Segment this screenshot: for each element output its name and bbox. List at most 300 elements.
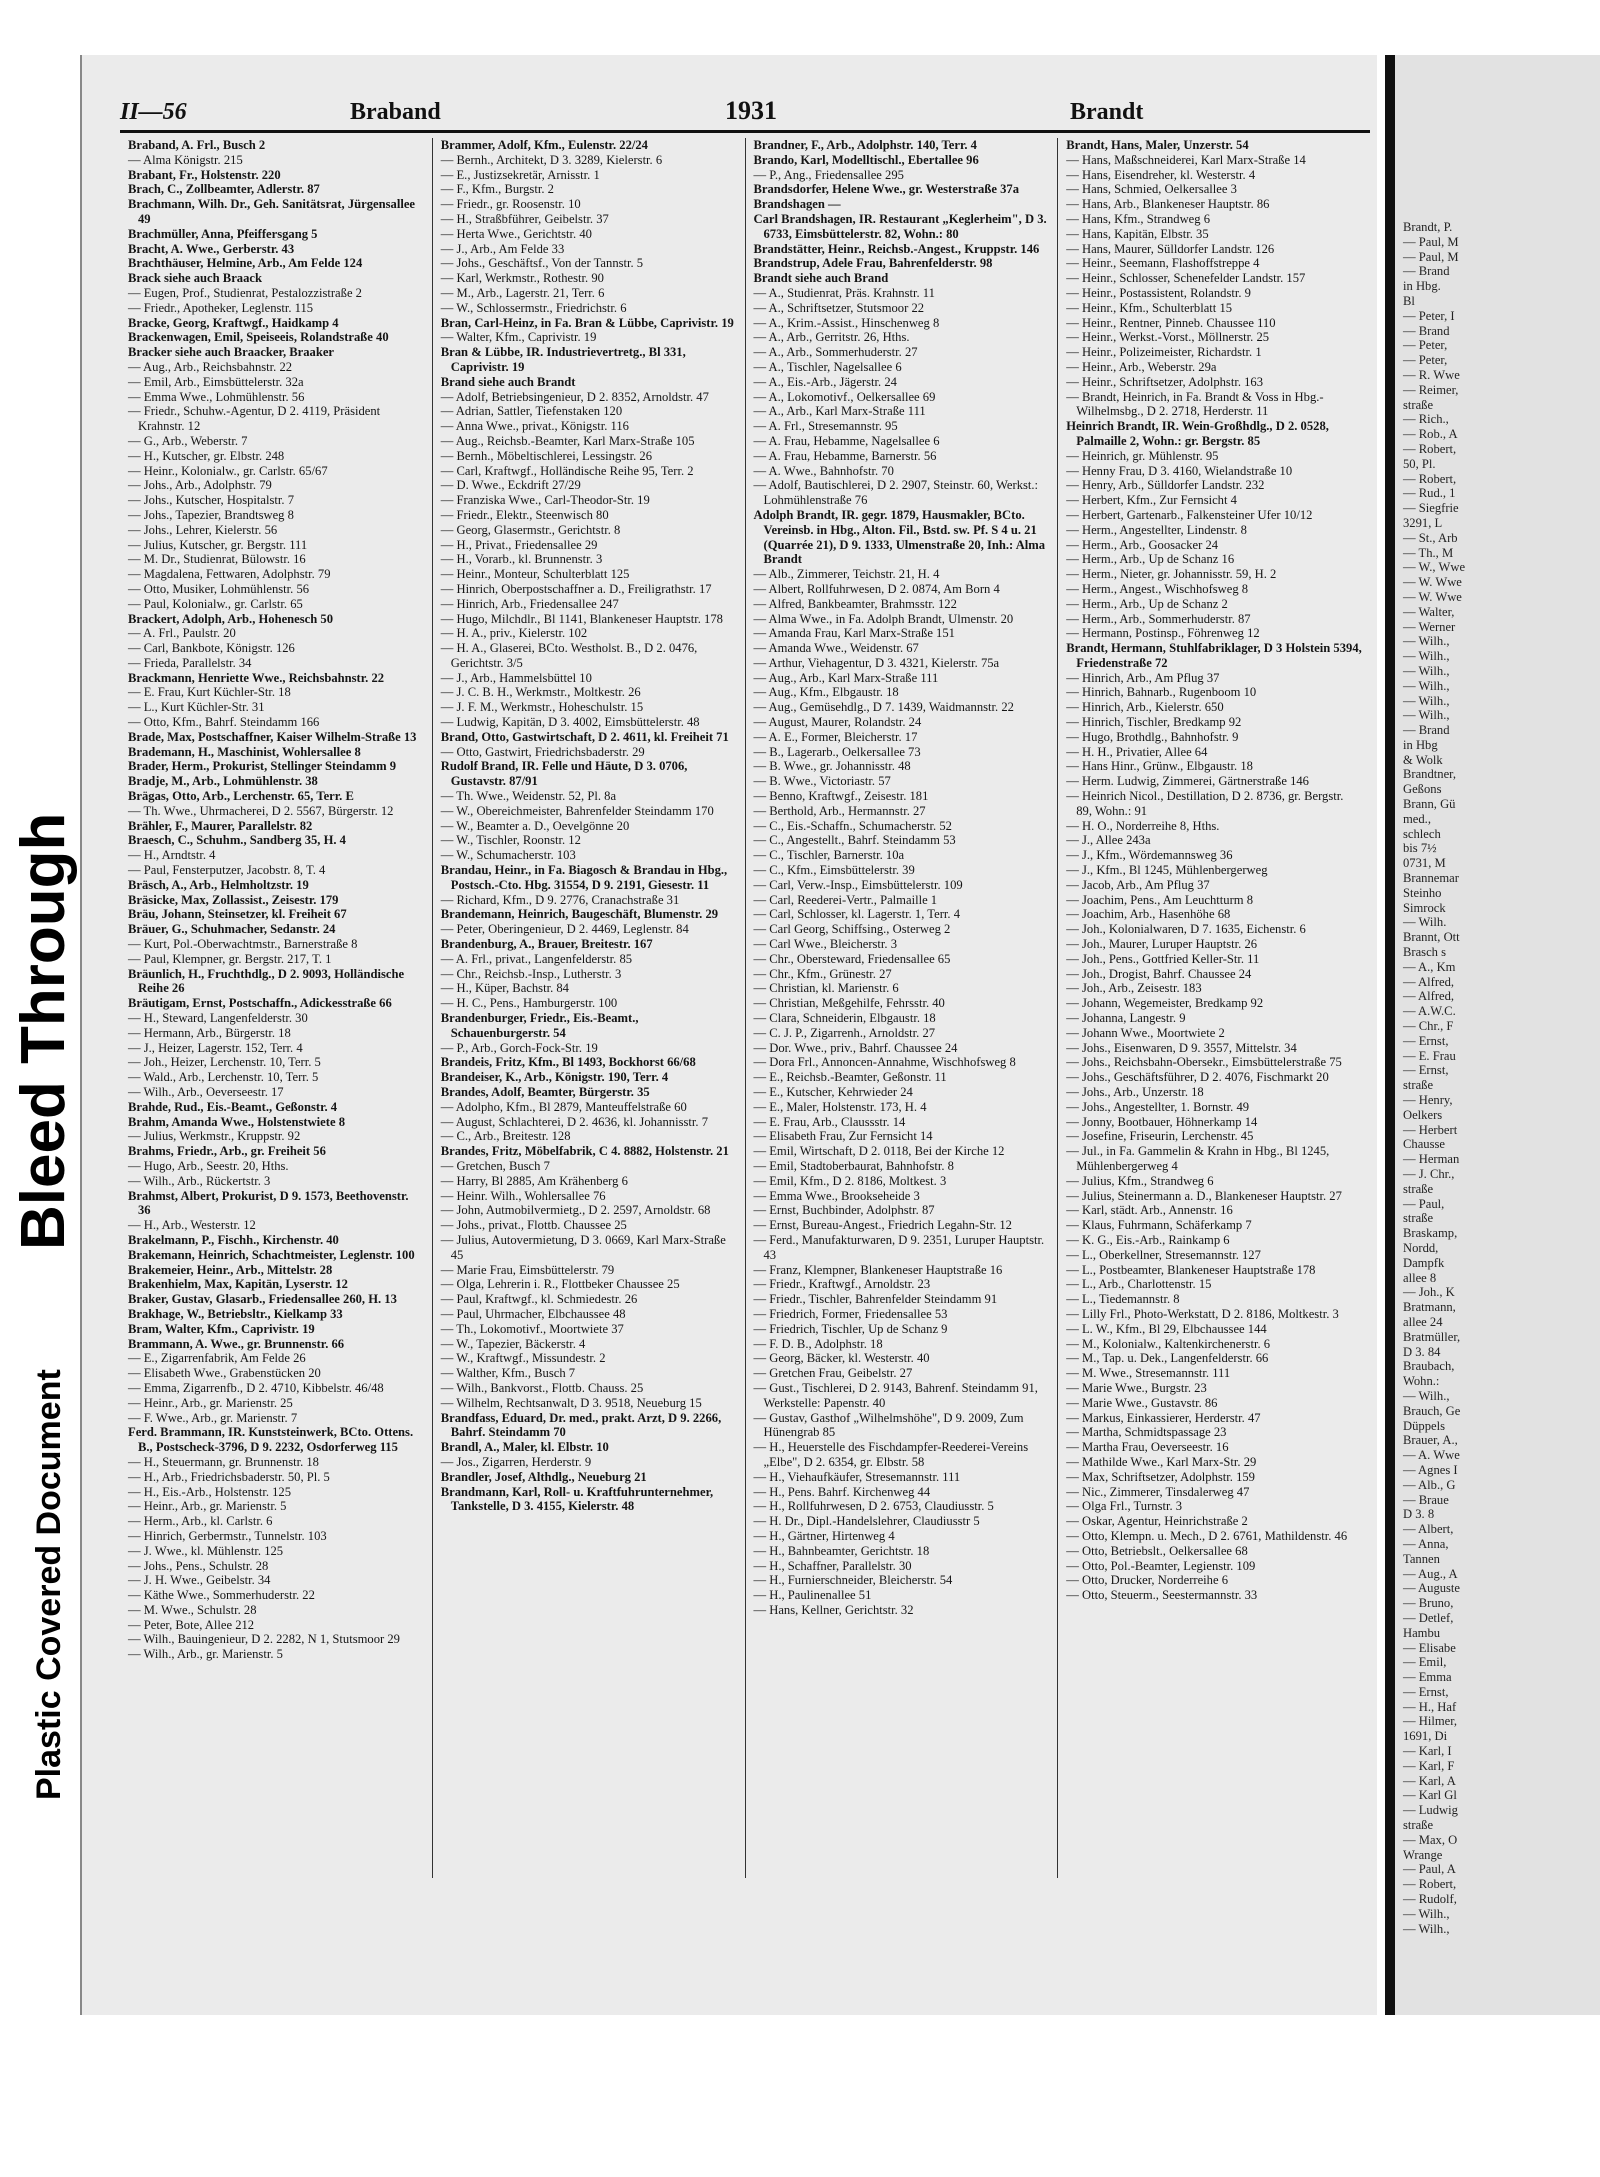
directory-entry: — Paul, Kraftwgf., kl. Schmiedestr. 26 — [440, 1292, 638, 1307]
fragment-line: — Paul, A — [1403, 1862, 1456, 1877]
fragment-line: Brasch s — [1403, 945, 1447, 960]
directory-entry: — A. Frl., Paulstr. 20 — [128, 626, 236, 641]
directory-entry: — Ludwig, Kapitän, D 3. 4002, Eimsbüttelerstr. 48 — [440, 715, 700, 730]
fragment-line: — Alfred, — [1403, 989, 1455, 1004]
directory-entry: — Hugo, Milchdlr., Bl 1141, Blankeneser Hauptstr. 178 — [440, 611, 723, 626]
directory-entry: — Joh., Kolonialwaren, D 7. 1635, Eichenstr. 6 — [1066, 922, 1306, 937]
directory-entry: — H., Steward, Langenfelderstr. 30 — [128, 1011, 308, 1026]
directory-entry: — Ferd., Manufakturwaren, D 9. 2351, Luruper Hauptstr. 43 — [753, 1232, 1045, 1262]
fragment-line: — Bruno, — [1403, 1596, 1454, 1611]
directory-entry: — E., Maler, Holstenstr. 173, H. 4 — [753, 1099, 927, 1114]
fragment-line: — Herbert — [1403, 1122, 1458, 1137]
directory-entry: Brackenwagen, Emil, Speiseeis, Rolandstraße 40 — [128, 330, 389, 345]
fragment-line: — E. Frau — [1403, 1048, 1456, 1063]
fragment-line: allee 8 — [1403, 1270, 1437, 1285]
directory-entry: Brandes, Fritz, Möbelfabrik, C 4. 8882, Holstenstr. 21 — [440, 1144, 729, 1159]
directory-entry: Brandenburger, Friedr., Eis.-Beamt., Schauenburgerstr. 54 — [440, 1011, 639, 1040]
directory-entry: — Hans, Maßschneiderei, Karl Marx-Straße 14 — [1066, 152, 1306, 167]
directory-entry: Adolph Brandt, IR. gegr. 1879, Hausmakler, BCto. Vereinsb. in Hbg., Alton. Fil., Bstd. sw. Pf. S 4 u. 21 (Quarrée 21), D 9. 1333, Ulmenstraße 20, Inh.: Alma Brandt — [753, 507, 1046, 567]
directory-entry: — Alb., Zimmerer, Teichstr. 21, H. 4 — [753, 567, 940, 582]
fragment-line: Düppels — [1403, 1418, 1445, 1433]
directory-entry: — Gretchen Frau, Geibelstr. 27 — [753, 1366, 913, 1381]
directory-entry: — Heinr., Werkst.-Vorst., Möllnerstr. 25 — [1066, 330, 1270, 345]
directory-entry: — Carl Georg, Schiffsing., Osterweg 2 — [753, 922, 951, 937]
directory-entry: — Herbert, Gartenarb., Falkensteiner Ufer 10/12 — [1066, 507, 1313, 522]
directory-entry: — Olga Frl., Turnstr. 3 — [1066, 1499, 1183, 1514]
directory-entry: — Carl, Kraftwgf., Holländische Reihe 95, Terr. 2 — [440, 463, 694, 478]
header-last-entry: Brandt — [1070, 99, 1144, 125]
directory-entry: — Walther, Kfm., Busch 7 — [440, 1366, 576, 1381]
directory-entry: — Julius, Kfm., Strandweg 6 — [1066, 1173, 1214, 1188]
directory-entry: — Hans, Maurer, Sülldorfer Landstr. 126 — [1066, 241, 1275, 256]
directory-entry: — Marie Frau, Eimsbüttelerstr. 79 — [440, 1262, 615, 1277]
fragment-line: straße — [1403, 1181, 1434, 1196]
fragment-line: Tannen — [1403, 1551, 1440, 1566]
directory-entry: — Herbert, Kfm., Zur Fernsicht 4 — [1066, 493, 1237, 508]
directory-columns — [120, 138, 1370, 1878]
directory-entry: — C. J. P., Zigarrenh., Arnoldstr. 27 — [753, 1025, 936, 1040]
directory-entry: — Chr., Obersteward, Friedensallee 65 — [753, 951, 951, 966]
directory-entry: Bracke, Georg, Kraftwgf., Haidkamp 4 — [128, 315, 339, 330]
directory-entry: — B. Wwe., Victoriastr. 57 — [753, 774, 891, 789]
directory-entry: — Jonny, Bootbauer, Höhnerkamp 14 — [1066, 1114, 1258, 1129]
fragment-line: Braskamp, — [1403, 1226, 1458, 1241]
directory-entry: Brandt siehe auch Brand — [753, 271, 889, 286]
directory-entry: — Johs., Arb., Adolphstr. 79 — [128, 478, 272, 493]
directory-entry: — Wilh., Bankvorst., Flottb. Chauss. 25 — [440, 1380, 644, 1395]
directory-entry: — M., Arb., Lagerstr. 21, Terr. 6 — [440, 285, 605, 300]
adjacent-page-top-blank — [1395, 55, 1600, 220]
header-year: 1931 — [725, 96, 777, 125]
bleed-through-label: Bleed Through — [9, 812, 78, 1250]
fragment-line: — Wilh., — [1403, 663, 1450, 678]
directory-entry: — Otto, Pol.-Beamter, Legienstr. 109 — [1066, 1558, 1256, 1573]
directory-entry: — Hans, Eisendreher, kl. Westerstr. 4 — [1066, 167, 1256, 182]
directory-entry: — Nic., Zimmerer, Tinsdalerweg 47 — [1066, 1484, 1250, 1499]
fragment-line: — Rich., — [1403, 412, 1449, 427]
directory-entry: Brachthäuser, Helmine, Arb., Am Felde 124 — [128, 256, 363, 271]
fragment-line: — Anna, — [1403, 1536, 1449, 1551]
directory-entry: — Emil, Wirtschaft, D 2. 0118, Bei der Kirche 12 — [753, 1144, 1005, 1159]
directory-entry: Braker, Gustav, Glasarb., Friedensallee 260, H. 13 — [128, 1292, 397, 1307]
directory-entry: — J., Kfm., Wördemannsweg 36 — [1066, 848, 1233, 863]
directory-entry: — M. Dr., Studienrat, Bülowstr. 16 — [128, 552, 306, 567]
directory-entry: — J., Kfm., Bl 1245, Mühlenbergerweg — [1066, 863, 1268, 878]
directory-entry: — Herm., Angestellter, Lindenstr. 8 — [1066, 522, 1247, 537]
directory-entry: — J., Allee 243a — [1066, 833, 1151, 848]
directory-entry: — Friedr., Apotheker, Leglenstr. 115 — [128, 300, 314, 315]
fragment-line: — Walter, — [1403, 604, 1455, 619]
fragment-line: Bl — [1403, 293, 1415, 308]
directory-entry: — H. O., Norderreihe 8, Hths. — [1066, 818, 1220, 833]
directory-entry: — Heinr., Monteur, Schulterblatt 125 — [440, 567, 630, 582]
directory-entry: — Johs., Tapezier, Brandtsweg 8 — [128, 507, 294, 522]
directory-entry: — Hans, Kfm., Strandweg 6 — [1066, 211, 1211, 226]
directory-entry: — Heinr., Schriftsetzer, Adolphstr. 163 — [1066, 374, 1264, 389]
directory-entry: — W., Beamter a. D., Oevelgönne 20 — [440, 818, 630, 833]
fragment-line: — Hilmer, — [1403, 1714, 1458, 1729]
directory-entry: — Friedr., Schuhw.-Agentur, D 2. 4119, Präsident Krahnstr. 12 — [128, 404, 381, 434]
fragment-line: in Hbg. — [1403, 279, 1441, 294]
directory-entry: — Otto, Kfm., Bahrf. Steindamm 166 — [128, 715, 320, 730]
directory-entry: — Bernh., Architekt, D 3. 3289, Kielerstr. 6 — [440, 152, 663, 167]
directory-entry: — W., Tapezier, Bäckerstr. 4 — [440, 1336, 586, 1351]
fragment-line: — Max, O — [1403, 1832, 1458, 1847]
directory-entry: — Heinrich, gr. Mühlenstr. 95 — [1066, 448, 1219, 463]
directory-entry: — Wilhelm, Rechtsanwalt, D 3. 9518, Neueburg 15 — [440, 1395, 702, 1410]
fragment-line: — Rob., A — [1403, 427, 1458, 442]
directory-entry: — Hinrich, Tischler, Bredkamp 92 — [1066, 715, 1242, 730]
fragment-line: straße — [1403, 1211, 1434, 1226]
fragment-line: — Detlef, — [1403, 1610, 1454, 1625]
directory-entry: Brando, Karl, Modelltischl., Ebertallee 96 — [753, 152, 979, 167]
directory-entry: — Alma Königstr. 215 — [128, 152, 243, 167]
directory-entry: — Heinr., Kolonialw., gr. Carlstr. 65/67 — [128, 463, 328, 478]
directory-entry: — Eugen, Prof., Studienrat, Pestalozzistraße 2 — [128, 285, 362, 300]
fragment-line: — Wilh., — [1403, 649, 1450, 664]
directory-entry: — Peter, Oberingenieur, D 2. 4469, Leglenstr. 84 — [440, 922, 689, 937]
directory-entry: — Arthur, Viehagentur, D 3. 4321, Kielerstr. 75a — [753, 655, 1000, 670]
directory-entry: Brakemeier, Heinr., Arb., Mittelstr. 28 — [128, 1262, 333, 1277]
directory-entry: — E., Justizsekretär, Arnisstr. 1 — [440, 167, 600, 182]
fragment-line: — Ernst, — [1403, 1684, 1449, 1699]
directory-entry: — J., Arb., Am Felde 33 — [440, 241, 565, 256]
directory-entry: — H., Steuermann, gr. Brunnenstr. 18 — [128, 1454, 319, 1469]
directory-entry: — Paul, Uhrmacher, Elbchaussee 48 — [440, 1306, 626, 1321]
directory-entry: — Johs., Eisenwaren, D 9. 3557, Mittelstr. 34 — [1066, 1040, 1297, 1055]
directory-entry: — W., Schumacherstr. 103 — [440, 848, 576, 863]
directory-entry: — M., Tap. u. Dek., Langenfelderstr. 66 — [1066, 1351, 1269, 1366]
directory-entry: — Friedr., Elektr., Steenwisch 80 — [440, 507, 609, 522]
directory-entry: — Anna Wwe., privat., Königstr. 116 — [440, 419, 629, 434]
directory-entry: Brand siehe auch Brandt — [440, 374, 576, 389]
directory-entry: — Herm., Angest., Wischhofsweg 8 — [1066, 581, 1249, 596]
fragment-line: 0731, M — [1403, 856, 1446, 871]
directory-entry: — Heinr., Polizeimeister, Richardstr. 1 — [1066, 345, 1262, 360]
fragment-line: straße — [1403, 397, 1434, 412]
directory-entry: Brandes, Adolf, Beamter, Bürgerstr. 35 — [440, 1085, 650, 1099]
directory-entry: — Hinrich, Gerbermstr., Tunnelstr. 103 — [128, 1528, 327, 1543]
fragment-line: — Chr., F — [1403, 1019, 1454, 1034]
directory-entry: — Johs., Reichsbahn-Obersekr., Eimsbüttelerstraße 75 — [1066, 1055, 1342, 1070]
directory-entry: — C., Eis.-Schaffn., Schumacherstr. 52 — [753, 818, 952, 833]
fragment-line: Brann, Gü — [1403, 797, 1456, 812]
directory-entry: — Julius, Steinermann a. D., Blankeneser Hauptstr. 27 — [1066, 1188, 1342, 1203]
fragment-line: — Agnes I — [1403, 1462, 1458, 1477]
directory-entry: — Friedr., Kraftwgf., Arnoldstr. 23 — [753, 1277, 931, 1292]
directory-entry: — Hermann, Postinsp., Föhrenweg 12 — [1066, 626, 1260, 641]
directory-entry: — H. A., priv., Kielerstr. 102 — [440, 626, 588, 641]
directory-entry: — Emma Wwe., Brookseheide 3 — [753, 1188, 920, 1203]
directory-entry: — L., Tiedemannstr. 8 — [1066, 1292, 1180, 1307]
directory-entry: — Johs., privat., Flottb. Chaussee 25 — [440, 1218, 627, 1233]
directory-entry: — L. W., Kfm., Bl 29, Elbchaussee 144 — [1066, 1321, 1267, 1336]
directory-entry: — Richard, Kfm., D 9. 2776, Cranachstraße 31 — [440, 892, 680, 907]
directory-column-1 — [120, 138, 433, 1878]
directory-entry: — B. Wwe., gr. Johannisstr. 48 — [753, 759, 911, 774]
header-first-entry: Braband — [350, 99, 441, 125]
directory-entry: — K. G., Eis.-Arb., Rainkamp 6 — [1066, 1232, 1230, 1247]
directory-entry: — Paul, Fensterputzer, Jacobstr. 8, T. 4 — [128, 863, 326, 878]
directory-entry: — A., Arb., Sommerhuderstr. 27 — [753, 345, 918, 360]
directory-entry: — Heinr., Arb., gr. Marienstr. 5 — [128, 1499, 287, 1514]
directory-entry: — H., Privat., Friedensallee 29 — [440, 537, 598, 552]
directory-entry: — D. Wwe., Eckdrift 27/29 — [440, 478, 581, 493]
directory-entry: — Berthold, Arb., Hermannstr. 27 — [753, 803, 926, 818]
directory-entry: — A., Arb., Karl Marx-Straße 111 — [753, 404, 926, 419]
directory-entry: Bräuer, G., Schuhmacher, Sedanstr. 24 — [128, 922, 336, 937]
directory-entry: — H., Gärtner, Hirtenweg 4 — [753, 1528, 895, 1543]
directory-entry: Brach, C., Zollbeamter, Adlerstr. 87 — [128, 182, 320, 197]
fragment-line: — Wilh., — [1403, 634, 1450, 649]
directory-entry: — Th. Wwe., Weidenstr. 52, Pl. 8a — [440, 789, 617, 804]
fragment-line: allee 24 — [1403, 1314, 1443, 1329]
directory-entry: — Otto, Drucker, Norderreihe 6 — [1066, 1573, 1229, 1588]
directory-entry: — Herm., Arb., Up de Schanz 2 — [1066, 596, 1228, 611]
directory-entry: — J. Wwe., kl. Mühlenstr. 125 — [128, 1543, 284, 1558]
directory-entry: — J. C. B. H., Werkmstr., Moltkestr. 26 — [440, 685, 641, 700]
directory-entry: — H. H., Privatier, Allee 64 — [1066, 744, 1208, 759]
adjacent-page-text — [1395, 220, 1600, 1936]
fragment-line: — Auguste — [1403, 1581, 1461, 1596]
directory-entry: — Johs., Pens., Schulstr. 28 — [128, 1558, 269, 1573]
directory-entry: Brandeis, Fritz, Kfm., Bl 1493, Bockhorst 66/68 — [440, 1055, 696, 1070]
fragment-line: Geßons — [1403, 782, 1442, 797]
directory-entry: — H., Heuerstelle des Fischdampfer-Reederei-Vereins „Elbe", D 2. 6354, gr. Elbstr. 58 — [753, 1440, 1029, 1469]
directory-entry: — Franziska Wwe., Carl-Theodor-Str. 19 — [440, 493, 650, 508]
directory-entry: — Wilh., Arb., Oeverseestr. 17 — [128, 1085, 284, 1099]
fragment-line: straße — [1403, 1078, 1434, 1093]
fragment-line: — Wilh., — [1403, 693, 1450, 708]
fragment-line: — Th., M — [1403, 545, 1454, 560]
directory-entry: — F. D. B., Adolphstr. 18 — [753, 1336, 883, 1351]
fragment-line: — Paul, M — [1403, 234, 1459, 249]
directory-entry: — Herm., Arb., Up de Schanz 16 — [1066, 552, 1235, 567]
directory-entry: — Aug., Kfm., Elbgaustr. 18 — [753, 685, 899, 700]
directory-entry: — Hans Hinr., Grünw., Elbgaustr. 18 — [1066, 759, 1253, 774]
fragment-line: — Rudolf, — [1403, 1892, 1457, 1907]
directory-entry: — Marie Wwe., Burgstr. 23 — [1066, 1380, 1207, 1395]
directory-entry: Rudolf Brand, IR. Felle und Häute, D 3. 0706, Gustavstr. 87/91 — [440, 759, 688, 789]
fragment-line: — Aug., A — [1403, 1566, 1458, 1581]
directory-entry: — Hans, Arb., Blankeneser Hauptstr. 86 — [1066, 197, 1270, 212]
directory-column-4 — [1058, 138, 1370, 1878]
directory-entry: — C., Kfm., Eimsbüttelerstr. 39 — [753, 863, 915, 878]
directory-entry: Brammer, Adolf, Kfm., Eulenstr. 22/24 — [440, 138, 648, 152]
directory-entry: — H., Straßbführer, Geibelstr. 37 — [440, 211, 609, 226]
directory-entry: — Martha, Schmidtspassage 23 — [1066, 1425, 1227, 1440]
fragment-line: & Wolk — [1403, 752, 1443, 767]
directory-entry: Brahms, Friedr., Arb., gr. Freiheit 56 — [128, 1144, 326, 1159]
directory-entry: — Mathilde Wwe., Karl Marx-Str. 29 — [1066, 1454, 1257, 1469]
directory-entry: — Friedr., Tischler, Bahrenfelder Steindamm 91 — [753, 1292, 998, 1307]
directory-entry: — Jacob, Arb., Am Pflug 37 — [1066, 877, 1210, 892]
fragment-line: — Karl, I — [1403, 1744, 1452, 1759]
directory-entry: — Otto, Musiker, Lohmühlenstr. 56 — [128, 581, 310, 596]
directory-entry: — G., Arb., Weberstr. 7 — [128, 433, 248, 448]
directory-entry: — Hugo, Arb., Seestr. 20, Hths. — [128, 1158, 289, 1173]
directory-entry: Brader, Herm., Prokurist, Stellinger Steindamm 9 — [128, 759, 397, 774]
directory-entry: — J., Heizer, Lagerstr. 152, Terr. 4 — [128, 1040, 303, 1055]
page-number: II—56 — [120, 99, 187, 125]
directory-entry: — Hans, Kapitän, Elbstr. 35 — [1066, 226, 1209, 241]
directory-entry: — Magdalena, Fettwaren, Adolphstr. 79 — [128, 567, 331, 582]
directory-entry: — H., Viehaufkäufer, Stresemannstr. 111 — [753, 1469, 961, 1484]
directory-entry: — Emil, Stadtoberbaurat, Bahnhofstr. 8 — [753, 1158, 954, 1173]
directory-column-3 — [746, 138, 1059, 1878]
directory-entry: — E., Kutscher, Kehrwieder 24 — [753, 1085, 913, 1099]
directory-entry: — Heinrich Nicol., Destillation, D 2. 8736, gr. Bergstr. 89, Wohn.: 91 — [1066, 789, 1344, 818]
directory-entry: — H., Arb., Westerstr. 12 — [128, 1218, 256, 1233]
directory-entry: — August, Maurer, Rolandstr. 24 — [753, 715, 922, 730]
directory-entry: Brandshagen — — [753, 197, 841, 212]
directory-entry: — Joh., Pens., Gottfried Keller-Str. 11 — [1066, 951, 1260, 966]
directory-entry: Brägas, Otto, Arb., Lerchenstr. 65, Terr. E — [128, 789, 354, 804]
fragment-line: med., — [1403, 811, 1431, 826]
directory-entry: — Emil, Arb., Eimsbüttelerstr. 32a — [128, 374, 304, 389]
directory-entry: — Hans, Schmied, Oelkersallee 3 — [1066, 182, 1237, 197]
fragment-line: D 3. 8 — [1403, 1507, 1435, 1522]
directory-entry: — Johanna, Langestr. 9 — [1066, 1011, 1186, 1026]
directory-entry: Bran, Carl-Heinz, in Fa. Bran & Lübbe, Caprivistr. 19 — [440, 315, 734, 330]
directory-entry: — Walter, Kfm., Caprivistr. 19 — [440, 330, 597, 345]
fragment-line: — Ludwig — [1403, 1803, 1458, 1818]
directory-entry: — Harry, Bl 2885, Am Krähenberg 6 — [440, 1173, 628, 1188]
directory-entry: Bräu, Johann, Steinsetzer, kl. Freiheit 67 — [128, 907, 347, 922]
fragment-line: — Rud., 1 — [1403, 486, 1456, 501]
directory-entry: — Christian, Meßgehilfe, Fehrsstr. 40 — [753, 996, 945, 1011]
directory-entry: Brabant, Fr., Holstenstr. 220 — [128, 167, 281, 182]
directory-entry: Brandmann, Karl, Roll- u. Kraftfuhrunternehmer, Tankstelle, D 3. 4155, Kielerstr. 48 — [440, 1484, 714, 1514]
directory-entry: — Clara, Schneiderin, Elbgaustr. 18 — [753, 1011, 936, 1026]
directory-entry: Brahm, Amanda Wwe., Holstenstwiete 8 — [128, 1114, 346, 1129]
directory-entry: — Amanda Wwe., Weidenstr. 67 — [753, 641, 919, 656]
fragment-line: straße — [1403, 1818, 1434, 1833]
fragment-line: — Wilh., — [1403, 678, 1450, 693]
fragment-line: — Emil, — [1403, 1655, 1447, 1670]
directory-entry: — H., Kutscher, gr. Elbstr. 248 — [128, 448, 285, 463]
fragment-line: — W. Wwe — [1403, 589, 1462, 604]
fragment-line: — Siegfrie — [1403, 501, 1459, 516]
fragment-line: 3291, L — [1403, 515, 1443, 530]
directory-entry: — L., Arb., Charlottenstr. 15 — [1066, 1277, 1212, 1292]
directory-entry: — J. F. M., Werkmstr., Hoheschulstr. 15 — [440, 700, 644, 715]
directory-entry: — Hinrich, Bahnarb., Rugenboom 10 — [1066, 685, 1257, 700]
directory-entry: — Karl, Werkmstr., Rothestr. 90 — [440, 271, 604, 286]
directory-entry: — L., Kurt Küchler-Str. 31 — [128, 700, 265, 715]
directory-entry: — Carl Wwe., Bleicherstr. 3 — [753, 937, 898, 952]
directory-entry: — Heinr., Arb., gr. Marienstr. 25 — [128, 1395, 293, 1410]
directory-entry: — Herm., Arb., Goosacker 24 — [1066, 537, 1219, 552]
directory-entry: — Friedrich, Former, Friedensallee 53 — [753, 1306, 948, 1321]
fragment-line: — Brand — [1403, 323, 1450, 338]
directory-entry: Brackmann, Henriette Wwe., Reichsbahnstr. 22 — [128, 670, 385, 685]
directory-entry: — J. H. Wwe., Geibelstr. 34 — [128, 1573, 271, 1588]
fragment-line: — Alfred, — [1403, 974, 1455, 989]
fragment-line: — A., Km — [1403, 959, 1456, 974]
directory-entry: — Johs., Arb., Unzerstr. 18 — [1066, 1085, 1204, 1099]
directory-entry: — F. Wwe., Arb., gr. Marienstr. 7 — [128, 1410, 298, 1425]
directory-entry: — Alfred, Bankbeamter, Brahmsstr. 122 — [753, 596, 957, 611]
directory-entry: — Emil, Kfm., D 2. 8186, Moltkest. 3 — [753, 1173, 947, 1188]
directory-entry: — M., Kolonialw., Kaltenkirchenerstr. 6 — [1066, 1336, 1271, 1351]
directory-entry: — Johs., Geschäftsf., Von der Tannstr. 5 — [440, 256, 644, 271]
directory-entry: — Adolf, Betriebsingenieur, D 2. 8352, Arnoldstr. 47 — [440, 389, 709, 404]
directory-entry: — B., Lagerarb., Oelkersallee 73 — [753, 744, 921, 759]
directory-entry: — Albert, Rollfuhrwesen, D 2. 0874, Am Born 4 — [753, 581, 1000, 596]
fragment-line: — Henry, — [1403, 1093, 1453, 1108]
directory-entry: — Julius, Werkmstr., Kruppstr. 92 — [128, 1129, 301, 1144]
fragment-line: — Wilh., — [1403, 708, 1450, 723]
directory-entry: — A., Lokomotivf., Oelkersallee 69 — [753, 389, 936, 404]
directory-entry: — Johs., Kutscher, Hospitalstr. 7 — [128, 493, 295, 508]
directory-entry: Brandt, Hermann, Stuhlfabriklager, D 3 Holstein 5394, Friedenstraße 72 — [1066, 641, 1362, 670]
page-header — [120, 96, 1370, 133]
directory-entry: — Franz, Klempner, Blankeneser Hauptstraße 16 — [753, 1262, 1003, 1277]
directory-entry: — F., Kfm., Burgstr. 2 — [440, 182, 554, 197]
directory-entry: — E., Reichsb.-Beamter, Geßonstr. 11 — [753, 1070, 947, 1085]
directory-entry: — Martha Frau, Oeverseestr. 16 — [1066, 1440, 1229, 1455]
directory-entry: — H., Arb., Friedrichsbaderstr. 50, Pl. 5 — [128, 1469, 330, 1484]
fragment-line: Steinho — [1403, 885, 1442, 900]
directory-entry: — Carl, Schlosser, kl. Lagerstr. 1, Terr. 4 — [753, 907, 960, 922]
directory-entry: — Aug., Reichsb.-Beamter, Karl Marx-Straße 105 — [440, 433, 695, 448]
directory-entry: Brandt, Hans, Maler, Unzerstr. 54 — [1066, 138, 1249, 152]
directory-entry: — Ernst, Bureau-Angest., Friedrich Legahn-Str. 12 — [753, 1218, 1012, 1233]
directory-entry: — Heinr., Rentner, Pinneb. Chaussee 110 — [1066, 315, 1276, 330]
directory-entry: — H. Dr., Dipl.-Handelslehrer, Claudiusstr 5 — [753, 1514, 980, 1529]
fragment-line: Wohn.: — [1403, 1374, 1440, 1389]
fragment-line: — Elisabe — [1403, 1640, 1456, 1655]
directory-entry: — Marie Wwe., Gustavstr. 86 — [1066, 1395, 1218, 1410]
directory-entry: — Markus, Einkassierer, Herderstr. 47 — [1066, 1410, 1261, 1425]
directory-entry: Brakhage, W., Betriebsltr., Kielkamp 33 — [128, 1306, 343, 1321]
directory-entry: — Amanda Frau, Karl Marx-Straße 151 — [753, 626, 955, 641]
directory-entry: — A. Frau, Hebamme, Nagelsallee 6 — [753, 433, 940, 448]
fragment-line: — Wilh., — [1403, 1921, 1450, 1936]
directory-entry: — Paul, Klempner, gr. Bergstr. 217, T. 1 — [128, 951, 332, 966]
fragment-line: — Karl, A — [1403, 1773, 1456, 1788]
directory-entry: — M. Wwe., Schulstr. 28 — [128, 1602, 257, 1617]
fragment-line: 50, Pl. — [1403, 456, 1436, 471]
fragment-line: Wrange — [1403, 1847, 1443, 1862]
directory-entry: — Otto, Klempn. u. Mech., D 2. 6761, Mathildenstr. 46 — [1066, 1528, 1348, 1543]
directory-entry: — W., Schlossermstr., Friedrichstr. 6 — [440, 300, 627, 315]
directory-entry: — Aug., Arb., Karl Marx-Straße 111 — [753, 670, 939, 685]
fragment-line: D 3. 84 — [1403, 1344, 1441, 1359]
fragment-line: — Peter, I — [1403, 308, 1455, 323]
directory-entry: — Herm. Ludwig, Zimmerei, Gärtnerstraße 146 — [1066, 774, 1309, 789]
directory-entry: — Max, Schriftsetzer, Adolphstr. 159 — [1066, 1469, 1255, 1484]
directory-entry: Brandl, A., Maler, kl. Elbstr. 10 — [440, 1440, 609, 1455]
fragment-line: in Hbg — [1403, 737, 1438, 752]
fragment-line: — Albert, — [1403, 1522, 1454, 1537]
fragment-line: — Paul, M — [1403, 249, 1459, 264]
fragment-line: Simrock — [1403, 900, 1446, 915]
fragment-line: — Wilh., — [1403, 1388, 1450, 1403]
directory-entry: — E. Frau, Kurt Küchler-Str. 18 — [128, 685, 291, 700]
directory-entry: — Joachim, Arb., Hasenhöhe 68 — [1066, 907, 1231, 922]
directory-entry: — A., Studienrat, Präs. Krahnstr. 11 — [753, 285, 935, 300]
directory-entry: Brackert, Adolph, Arb., Hohenesch 50 — [128, 611, 334, 626]
fragment-line: Brannt, Ott — [1403, 930, 1460, 945]
directory-entry: — Joh., Arb., Zeisestr. 183 — [1066, 981, 1202, 996]
directory-entry: — A. Wwe., Bahnhofstr. 70 — [753, 463, 894, 478]
directory-entry: — C., Arb., Breitestr. 128 — [440, 1129, 571, 1144]
directory-entry: Brandeiser, K., Arb., Königstr. 190, Terr. 4 — [440, 1070, 669, 1085]
directory-entry: — Chr., Reichsb.-Insp., Lutherstr. 3 — [440, 966, 622, 981]
directory-entry: — Herta Wwe., Gerichtstr. 40 — [440, 226, 592, 241]
